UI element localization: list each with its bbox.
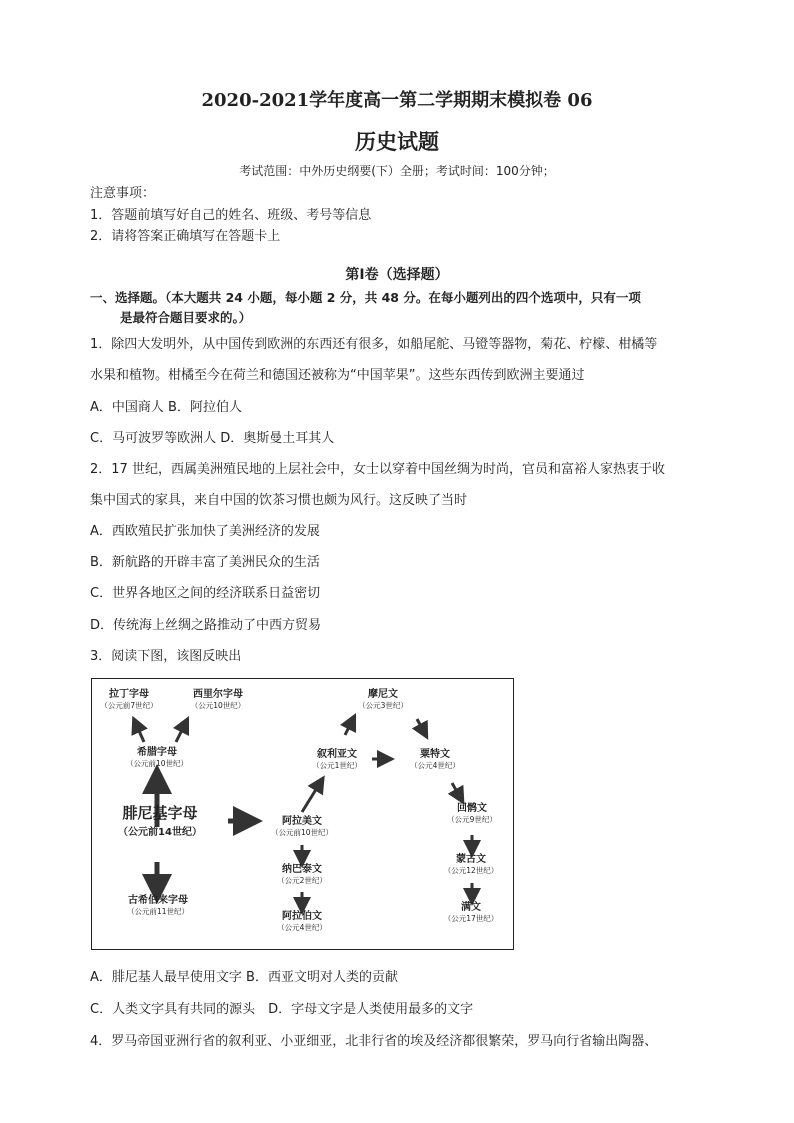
node-cyrillic: 西里尔字母 （公元10世纪） — [190, 689, 246, 710]
q3-stem: 3．阅读下图，该图反映出 — [90, 649, 242, 664]
q1-options-cd: C．马可波罗等欧洲人 D．奥斯曼土耳其人 — [90, 431, 335, 446]
notice-item-2: 2．请将答案正确填写在答题卡上 — [90, 229, 281, 244]
exam-scope: 考试范围：中外历史纲要(下）全册；考试时间：100分钟； — [239, 164, 555, 178]
arrow-sogdian-uyghur — [452, 783, 460, 797]
node-greek: 希腊字母 （公元前10世纪） — [125, 747, 189, 768]
node-sogdian: 粟特文 （公元4世纪） — [410, 749, 460, 770]
q2-stem-1: 2．17 世纪，西属美洲殖民地的上层社会中，女士以穿着中国丝绸为时尚，官员和富裕人家热衷于收 — [90, 462, 665, 477]
q2-stem-2: 集中国式的家具，来自中国的饮茶习惯也颇为风行。这反映了当时 — [90, 493, 468, 508]
q2-option-b: B．新航路的开辟丰富了美洲民众的生活 — [90, 555, 320, 570]
q3-options-cd: C．人类文字具有共同的源头 D．字母文字是人类使用最多的文字 — [90, 1002, 474, 1017]
node-hebrew: 古希伯来字母 （公元前11世纪） — [126, 895, 190, 916]
node-uyghur: 回鹘文 （公元9世纪） — [447, 803, 497, 824]
arrow-syriac-manichaean — [345, 721, 352, 735]
node-mongolian: 蒙古文 （公元12世纪） — [443, 854, 499, 875]
node-arabic: 阿拉伯文 （公元4世纪） — [277, 911, 327, 932]
q1-stem-2: 水果和植物。柑橘至今在荷兰和德国还被称为“中国苹果”。这些东西传到欧洲主要通过 — [90, 368, 585, 383]
q2-option-a: A．西欧殖民扩张加快了美洲经济的发展 — [90, 524, 320, 539]
notice-heading: 注意事项： — [90, 186, 156, 201]
node-manchu: 满文 （公元17世纪） — [443, 902, 499, 923]
q4-stem-1: 4．罗马帝国亚洲行省的叙利亚、小亚细亚，北非行省的埃及经济都很繁荣，罗马向行省输出陶器、 — [90, 1034, 658, 1049]
page-title: 2020-2021学年度高一第二学期期末模拟卷 06 — [201, 90, 593, 111]
node-nabataean: 纳巴泰文 （公元2世纪） — [277, 864, 327, 885]
q3-options-ab: A．腓尼基人最早使用文字 B．西亚文明对人类的贡献 — [90, 970, 398, 985]
q2-option-d: D．传统海上丝绸之路推动了中西方贸易 — [90, 618, 322, 633]
node-manichaean: 摩尼文 （公元3世纪） — [358, 689, 408, 710]
q1-stem-1: 1．除四大发明外，从中国传到欧洲的东西还有很多，如船尾舵、马镫等器物，菊花、柠檬、柑橘等 — [90, 337, 658, 352]
node-latin: 拉丁字母 （公元前7世纪） — [100, 689, 158, 710]
arrow-greek-latin — [136, 724, 144, 742]
page-subtitle: 历史试题 — [355, 130, 439, 154]
section-instruction-1: 一、选择题。（本大题共 24 小题，每小题 2 分，共 48 分。在每小题列出的四个选项中，只有一项 — [90, 290, 641, 305]
arrow-manichaean-sogdian — [417, 719, 424, 732]
arrow-greek-cyrillic — [176, 724, 185, 742]
section-instruction-2: 是最符合题目要求的。） — [120, 310, 252, 325]
alphabet-diagram — [91, 678, 514, 950]
q1-options-ab: A．中国商人 B．阿拉伯人 — [90, 400, 242, 415]
node-phoenician: 腓尼基字母 （公元前14世纪） — [118, 804, 202, 838]
node-aramaic: 阿拉美文 （公元前10世纪） — [270, 816, 334, 837]
notice-item-1: 1．答题前填写好自己的姓名、班级、考号等信息 — [90, 208, 372, 223]
q2-option-c: C．世界各地区之间的经济联系日益密切 — [90, 586, 321, 601]
node-syriac: 叙利亚文 （公元1世纪） — [312, 749, 362, 770]
section-title: 第I卷（选择题） — [345, 267, 449, 283]
arrow-aramaic-syriac — [302, 783, 320, 812]
